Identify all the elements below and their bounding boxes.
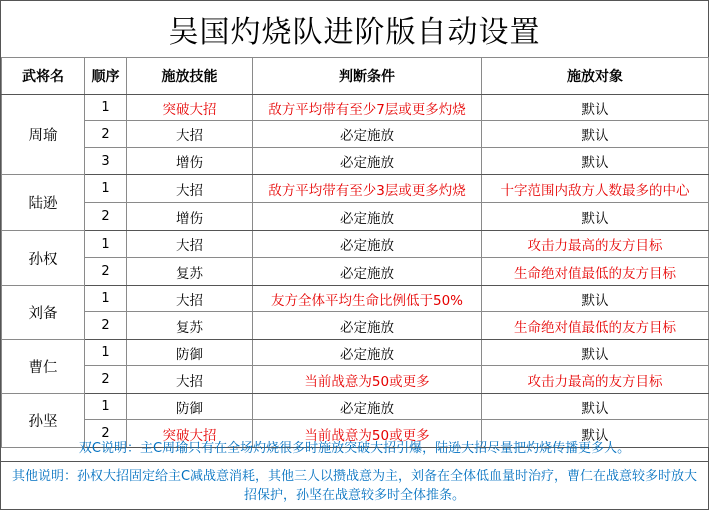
target-cell: 默认: [482, 95, 709, 121]
target-cell: 默认: [482, 340, 709, 366]
skill-cell: 大招: [127, 366, 253, 394]
header-skill: 施放技能: [127, 58, 253, 95]
order-cell: 2: [85, 258, 127, 286]
condition-cell: 必定施放: [253, 231, 482, 258]
table-row: [2, 148, 709, 175]
target-cell: 默认: [482, 420, 709, 448]
other-note: 其他说明：孙权大招固定给主C减战意消耗，其他三人以攒战意为主，刘备在全体低血量时治疗，曹仁在战意较多时放大招保护，孙坚在战意较多时全体推条。: [11, 469, 698, 503]
general-name-cell: 刘备: [2, 286, 85, 340]
settings-table: [1, 57, 709, 448]
order-cell: 2: [85, 312, 127, 340]
table-row: [2, 258, 709, 286]
general-name-cell: 孙坚: [2, 394, 85, 448]
condition-cell: 必定施放: [253, 312, 482, 340]
general-name-cell: 孙权: [2, 231, 85, 286]
table-row: [2, 231, 709, 258]
order-cell: 1: [85, 394, 127, 420]
table-row: [2, 366, 709, 394]
skill-cell: 增伤: [127, 203, 253, 231]
table-row: [2, 312, 709, 340]
condition-cell: 必定施放: [253, 148, 482, 175]
target-cell: 默认: [482, 203, 709, 231]
condition-cell: 友方全体平均生命比例低于50%: [253, 286, 482, 312]
table-row: [2, 394, 709, 420]
order-cell: 2: [85, 203, 127, 231]
condition-cell: 必定施放: [253, 121, 482, 148]
target-cell: 十字范围内敌方人数最多的中心: [482, 175, 709, 203]
condition-cell: 必定施放: [253, 340, 482, 366]
header-condition: 判断条件: [253, 58, 482, 95]
table-row: [2, 175, 709, 203]
header-target: 施放对象: [482, 58, 709, 95]
skill-cell: 防御: [127, 394, 253, 420]
skill-cell: 大招: [127, 286, 253, 312]
order-cell: 2: [85, 121, 127, 148]
condition-cell: 敌方平均带有至少3层或更多灼烧: [253, 175, 482, 203]
skill-cell: 大招: [127, 231, 253, 258]
order-cell: 3: [85, 148, 127, 175]
condition-cell: 敌方平均带有至少7层或更多灼烧: [253, 95, 482, 121]
condition-cell: 必定施放: [253, 203, 482, 231]
table-header-row: [2, 58, 709, 95]
order-cell: 1: [85, 231, 127, 258]
general-name-cell: 周瑜: [2, 95, 85, 175]
skill-cell: 突破大招: [127, 420, 253, 448]
table-row: [2, 121, 709, 148]
skill-cell: 大招: [127, 175, 253, 203]
order-cell: 1: [85, 95, 127, 121]
dual-c-note: 双C说明：主C周瑜只有在全场灼烧很多时施放突破大招引爆，陆逊大招尽量把灼烧传播更多人。: [1, 431, 708, 462]
target-cell: 默认: [482, 394, 709, 420]
skill-cell: 防御: [127, 340, 253, 366]
skill-cell: 复苏: [127, 312, 253, 340]
target-cell: 攻击力最高的友方目标: [482, 366, 709, 394]
target-cell: 生命绝对值最低的友方目标: [482, 312, 709, 340]
skill-cell: 复苏: [127, 258, 253, 286]
condition-cell: 当前战意为50或更多: [253, 366, 482, 394]
order-cell: 2: [85, 420, 127, 448]
skill-cell: 增伤: [127, 148, 253, 175]
header-general-name: 武将名: [2, 58, 85, 95]
header-order: 顺序: [85, 58, 127, 95]
target-cell: 默认: [482, 286, 709, 312]
general-name-cell: 陆逊: [2, 175, 85, 231]
order-cell: 1: [85, 175, 127, 203]
target-cell: 默认: [482, 121, 709, 148]
table-row: [2, 286, 709, 312]
skill-cell: 突破大招: [127, 95, 253, 121]
target-cell: 生命绝对值最低的友方目标: [482, 258, 709, 286]
order-cell: 1: [85, 340, 127, 366]
target-cell: 攻击力最高的友方目标: [482, 231, 709, 258]
condition-cell: 必定施放: [253, 258, 482, 286]
table-body: [2, 95, 709, 448]
target-cell: 默认: [482, 148, 709, 175]
order-cell: 2: [85, 366, 127, 394]
condition-cell: 当前战意为50或更多: [253, 420, 482, 448]
table-row: [2, 340, 709, 366]
table-row: [2, 203, 709, 231]
order-cell: 1: [85, 286, 127, 312]
table-row: [2, 95, 709, 121]
general-name-cell: 曹仁: [2, 340, 85, 394]
condition-cell: 必定施放: [253, 394, 482, 420]
page-title: 吴国灼烧队进阶版自动设置: [1, 1, 708, 58]
skill-cell: 大招: [127, 121, 253, 148]
